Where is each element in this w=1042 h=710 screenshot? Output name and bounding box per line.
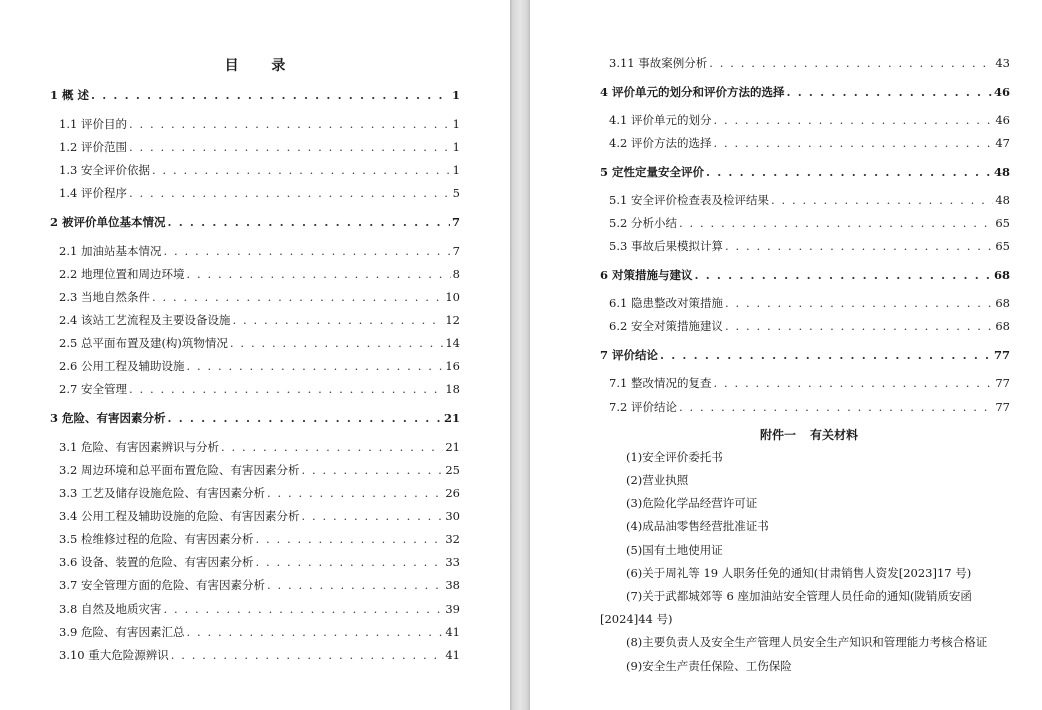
toc-entry-label: 4.2 评价方法的选择 xyxy=(609,136,712,150)
toc-entry-label: 5.2 分析小结 xyxy=(609,216,677,230)
toc-leader-dots xyxy=(725,319,993,333)
toc-leader-dots xyxy=(267,578,443,592)
toc-entry[interactable] xyxy=(59,625,460,639)
toc-entry[interactable] xyxy=(609,113,1010,127)
toc-leader-dots xyxy=(186,267,450,281)
toc-entry[interactable] xyxy=(609,216,1010,230)
toc-entry-label: 1.2 评价范围 xyxy=(59,140,127,154)
toc-entry-label: 2 被评价单位基本情况 xyxy=(50,215,166,229)
toc-entry-page-number: 26 xyxy=(445,486,460,500)
toc-entry-label: 6.2 安全对策措施建议 xyxy=(609,319,723,333)
annex-item: (7)关于武都城郊等 6 座加油站安全管理人员任命的通知(陇销质安函 xyxy=(626,589,972,603)
page-gutter xyxy=(510,0,530,710)
toc-leader-dots xyxy=(255,532,443,546)
toc-entry-page-number: 21 xyxy=(445,440,460,454)
toc-entry-page-number: 1 xyxy=(452,140,460,154)
toc-entry-label: 1.4 评价程序 xyxy=(59,186,127,200)
toc-leader-dots xyxy=(168,411,442,425)
toc-entry-label: 6.1 隐患整改对策措施 xyxy=(609,296,723,310)
toc-entry[interactable] xyxy=(59,578,460,592)
toc-entry[interactable] xyxy=(609,376,1010,390)
toc-entry-page-number: 10 xyxy=(445,290,460,304)
toc-leader-dots xyxy=(186,625,443,639)
annex-item: (2)营业执照 xyxy=(626,473,689,487)
toc-entry[interactable] xyxy=(59,509,460,523)
toc-entry-page-number: 68 xyxy=(993,268,1010,282)
toc-entry[interactable] xyxy=(50,411,460,425)
toc-leader-dots xyxy=(230,336,443,350)
toc-entry-label: 2.1 加油站基本情况 xyxy=(59,244,162,258)
toc-entry-page-number: 46 xyxy=(995,113,1010,127)
toc-leader-dots xyxy=(255,555,443,569)
toc-entry-page-number: 16 xyxy=(445,359,460,373)
toc-entry[interactable] xyxy=(59,140,460,154)
toc-leader-dots xyxy=(713,136,993,150)
toc-entry[interactable] xyxy=(59,440,460,454)
toc-leader-dots xyxy=(171,648,444,662)
toc-entry-page-number: 65 xyxy=(995,239,1010,253)
toc-entry-page-number: 39 xyxy=(445,602,460,616)
annex-item: (1)安全评价委托书 xyxy=(626,450,723,464)
toc-entry-label: 1.3 安全评价依据 xyxy=(59,163,150,177)
toc-leader-dots xyxy=(129,186,451,200)
annex-item: (9)安全生产责任保险、工伤保险 xyxy=(626,659,792,673)
toc-entry-label: 3.8 自然及地质灾害 xyxy=(59,602,162,616)
toc-entry-label: 1.1 评价目的 xyxy=(59,117,127,131)
toc-entry-label: 5 定性定量安全评价 xyxy=(600,165,705,179)
toc-entry-label: 3.9 危险、有害因素汇总 xyxy=(59,625,185,639)
toc-entry[interactable] xyxy=(59,267,460,281)
toc-leader-dots xyxy=(787,85,992,99)
toc-entry-page-number: 7 xyxy=(452,244,460,258)
toc-entry-label: 7.1 整改情况的复查 xyxy=(609,376,712,390)
toc-entry-page-number: 48 xyxy=(993,165,1010,179)
toc-entry-page-number: 77 xyxy=(995,376,1010,390)
toc-entry[interactable] xyxy=(609,136,1010,150)
toc-entry[interactable] xyxy=(600,85,1010,99)
toc-leader-dots xyxy=(129,140,451,154)
toc-entry-label: 3.10 重大危险源辨识 xyxy=(59,648,169,662)
toc-entry[interactable] xyxy=(609,56,1010,70)
toc-entry[interactable] xyxy=(59,163,460,177)
toc-entry-label: 3.7 安全管理方面的危险、有害因素分析 xyxy=(59,578,265,592)
toc-entry-label: 1 概 述 xyxy=(50,88,90,102)
toc-entry-page-number: 77 xyxy=(993,348,1010,362)
toc-entry-page-number: 18 xyxy=(445,382,460,396)
toc-leader-dots xyxy=(709,56,993,70)
toc-entry-page-number: 68 xyxy=(995,296,1010,310)
toc-entry[interactable] xyxy=(609,193,1010,207)
toc-entry[interactable] xyxy=(609,400,1010,414)
toc-entry-label: 3.3 工艺及储存设施危险、有害因素分析 xyxy=(59,486,265,500)
toc-entry-page-number: 1 xyxy=(452,163,460,177)
toc-entry[interactable] xyxy=(59,532,460,546)
toc-entry[interactable] xyxy=(609,239,1010,253)
toc-entry-page-number: 68 xyxy=(995,319,1010,333)
toc-entry-label: 6 对策措施与建议 xyxy=(600,268,693,282)
toc-entry-label: 5.3 事故后果模拟计算 xyxy=(609,239,723,253)
toc-entry-page-number: 12 xyxy=(445,313,460,327)
toc-entry-label: 3.11 事故案例分析 xyxy=(609,56,708,70)
toc-entry[interactable] xyxy=(59,359,460,373)
toc-leader-dots xyxy=(301,463,443,477)
toc-leader-dots xyxy=(129,382,443,396)
toc-entry[interactable] xyxy=(59,117,460,131)
toc-entry-page-number: 65 xyxy=(995,216,1010,230)
annex-item: (6)关于周礼等 19 人职务任免的通知(甘肃销售人资发[2023]17 号) xyxy=(626,566,972,580)
toc-entry-label: 3.1 危险、有害因素辨识与分析 xyxy=(59,440,219,454)
toc-entry[interactable] xyxy=(59,648,460,662)
toc-entry[interactable] xyxy=(50,215,460,229)
toc-entry-page-number: 21 xyxy=(443,411,460,425)
toc-leader-dots xyxy=(679,216,993,230)
toc-entry-label: 2.2 地理位置和周边环境 xyxy=(59,267,185,281)
toc-entry-page-number: 25 xyxy=(445,463,460,477)
toc-leader-dots xyxy=(725,296,993,310)
toc-entry[interactable] xyxy=(59,313,460,327)
toc-entry[interactable] xyxy=(609,319,1010,333)
annex-item: (5)国有土地使用证 xyxy=(626,543,723,557)
toc-entry-label: 7 评价结论 xyxy=(600,348,659,362)
toc-entry[interactable] xyxy=(600,165,1010,179)
toc-leader-dots xyxy=(771,193,993,207)
toc-entry-page-number: 14 xyxy=(445,336,460,350)
toc-entry-label: 2.3 当地自然条件 xyxy=(59,290,150,304)
toc-entry-label: 4 评价单元的划分和评价方法的选择 xyxy=(600,85,785,99)
toc-entry-label: 2.7 安全管理 xyxy=(59,382,127,396)
toc-leader-dots xyxy=(152,163,451,177)
toc-entry[interactable] xyxy=(600,268,1010,282)
toc-entry[interactable] xyxy=(59,336,460,350)
toc-entry[interactable] xyxy=(59,382,460,396)
annex-title xyxy=(760,426,858,443)
toc-entry-label: 4.1 评价单元的划分 xyxy=(609,113,712,127)
toc-entry-page-number: 7 xyxy=(451,215,460,229)
toc-entry-page-number: 48 xyxy=(995,193,1010,207)
toc-entry-label: 5.1 安全评价检查表及检评结果 xyxy=(609,193,769,207)
toc-entry-page-number: 46 xyxy=(993,85,1010,99)
toc-entry-page-number: 77 xyxy=(995,400,1010,414)
toc-title: 目 录 xyxy=(224,58,300,74)
toc-entry-label: 7.2 评价结论 xyxy=(609,400,677,414)
toc-leader-dots xyxy=(152,290,443,304)
toc-leader-dots xyxy=(695,268,992,282)
toc-entry-label: 2.6 公用工程及辅助设施 xyxy=(59,359,185,373)
toc-entry[interactable] xyxy=(59,244,460,258)
annex-item: [2024]44 号) xyxy=(600,612,673,626)
toc-entry[interactable] xyxy=(609,296,1010,310)
toc-leader-dots xyxy=(91,88,450,102)
toc-leader-dots xyxy=(129,117,451,131)
toc-leader-dots xyxy=(301,509,443,523)
toc-leader-dots xyxy=(163,244,450,258)
toc-leader-dots xyxy=(713,376,993,390)
toc-entry-label: 3.2 周边环境和总平面布置危险、有害因素分析 xyxy=(59,463,300,477)
toc-entry-page-number: 41 xyxy=(445,648,460,662)
toc-entry-label: 3.5 检维修过程的危险、有害因素分析 xyxy=(59,532,254,546)
toc-entry-label: 3.4 公用工程及辅助设施的危险、有害因素分析 xyxy=(59,509,300,523)
toc-entry-page-number: 38 xyxy=(445,578,460,592)
toc-leader-dots xyxy=(163,602,443,616)
toc-leader-dots xyxy=(713,113,993,127)
toc-leader-dots xyxy=(221,440,443,454)
toc-entry-page-number: 30 xyxy=(445,509,460,523)
annex-title-number: 附件一 xyxy=(760,428,797,442)
toc-entry-page-number: 8 xyxy=(452,267,460,281)
toc-leader-dots xyxy=(679,400,993,414)
toc-leader-dots xyxy=(660,348,992,362)
toc-entry[interactable] xyxy=(600,348,1010,362)
annex-item: (4)成品油零售经营批准证书 xyxy=(626,519,769,533)
toc-leader-dots xyxy=(232,313,443,327)
annex-title-text: 有关材料 xyxy=(810,428,859,442)
toc-entry[interactable] xyxy=(59,486,460,500)
toc-entry-label: 3 危险、有害因素分析 xyxy=(50,411,166,425)
toc-entry-page-number: 1 xyxy=(452,117,460,131)
annex-item: (8)主要负责人及安全生产管理人员安全生产知识和管理能力考核合格证 xyxy=(626,635,988,649)
toc-entry-page-number: 41 xyxy=(445,625,460,639)
toc-leader-dots xyxy=(267,486,443,500)
toc-entry[interactable] xyxy=(59,290,460,304)
toc-entry[interactable] xyxy=(50,88,460,102)
toc-leader-dots xyxy=(186,359,443,373)
toc-entry-page-number: 43 xyxy=(995,56,1010,70)
toc-entry-label: 2.5 总平面布置及建(构)筑物情况 xyxy=(59,336,228,350)
toc-leader-dots xyxy=(168,215,450,229)
toc-entry[interactable] xyxy=(59,555,460,569)
toc-entry-page-number: 5 xyxy=(452,186,460,200)
toc-entry-label: 2.4 该站工艺流程及主要设备设施 xyxy=(59,313,231,327)
toc-leader-dots xyxy=(725,239,993,253)
toc-entry-page-number: 47 xyxy=(995,136,1010,150)
toc-entry[interactable] xyxy=(59,186,460,200)
toc-entry[interactable] xyxy=(59,463,460,477)
toc-entry-page-number: 32 xyxy=(445,532,460,546)
toc-entry[interactable] xyxy=(59,602,460,616)
toc-leader-dots xyxy=(706,165,992,179)
toc-entry-page-number: 33 xyxy=(445,555,460,569)
toc-entry-label: 3.6 设备、装置的危险、有害因素分析 xyxy=(59,555,254,569)
annex-item: (3)危险化学品经营许可证 xyxy=(626,496,758,510)
toc-entry-page-number: 1 xyxy=(451,88,460,102)
